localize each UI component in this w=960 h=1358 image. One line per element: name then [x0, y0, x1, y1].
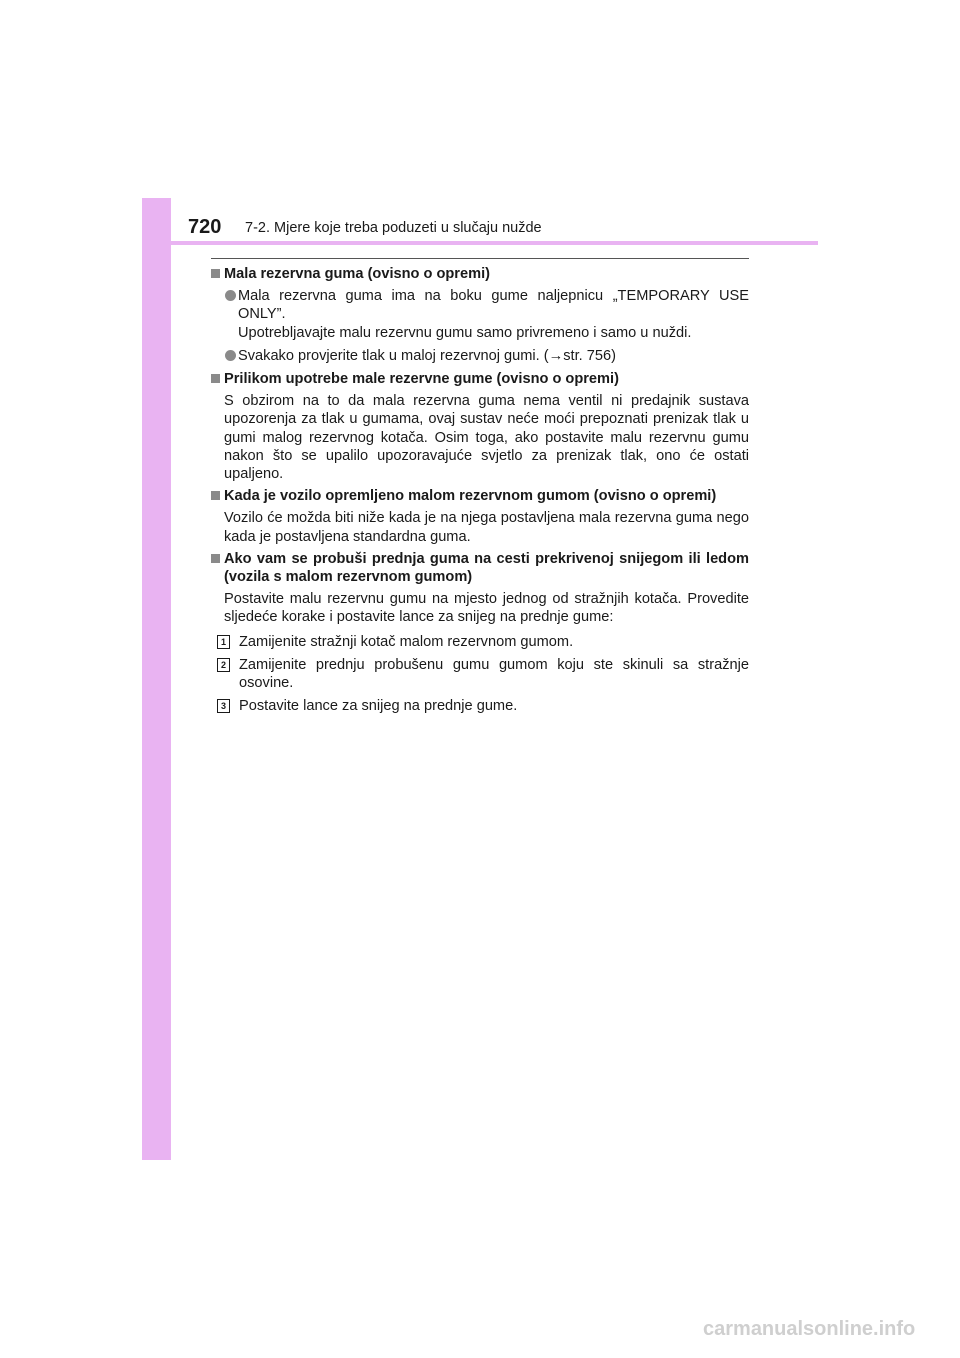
step-item — [211, 697, 749, 715]
square-bullet-icon — [211, 374, 220, 383]
item-paragraph: Vozilo će možda biti niže kada je na njega postavljena mala rezervna guma nego kada je postavljena standardna guma. — [224, 510, 749, 545]
bullet-text: Upotrebljavajte malu rezervnu gumu samo privremeno i samo u nuždi. — [238, 324, 692, 341]
step-number-badge: 2 — [217, 658, 230, 672]
step-item — [211, 656, 749, 692]
step-item — [211, 633, 749, 651]
square-bullet-icon — [211, 554, 220, 563]
page-content — [211, 265, 749, 720]
bullet-item — [211, 287, 749, 342]
chapter-side-band — [142, 198, 171, 1160]
item-heading-text: Mala rezervna guma (ovisno o opremi) — [224, 266, 490, 282]
step-text: Zamijenite stražnji kotač malom rezervnom gumom. — [239, 633, 574, 650]
bullet-item — [211, 347, 749, 365]
step-number-badge: 1 — [217, 635, 230, 649]
bullet-text: Svakako provjerite tlak u maloj rezervnoj gumi. (→str. 756) — [238, 347, 616, 364]
square-bullet-icon — [211, 269, 220, 278]
item-heading-text: Prilikom upotrebe male rezervne gume (ovisno o opremi) — [224, 371, 619, 388]
page-number: 720 — [188, 216, 222, 238]
item-heading-text: Ako vam se probuši prednja guma na cesti prekrivenoj snijegom ili ledom (vozila s malom rezervnom gumom) — [224, 550, 749, 586]
step-text: Zamijenite prednju probušenu gumu gumom koju ste skinuli sa stražnje osovine. — [239, 656, 749, 692]
header-rule — [142, 241, 818, 245]
item-paragraph: S obzirom na to da mala rezervna guma nema ventil ni predajnik sustava upozorenja za tlak u gumama, ovaj sustav neće moći prepoznati prenizak tlak u gumi malog rezervnog kotača. Osim toga, ako postavite malu rezervnu gumu nakon što se upalilo upozoravajuće svjetlo za prenizak tlak, ono će ostati upaljeno. — [224, 393, 749, 483]
section-title: 7-2. Mjere koje treba poduzeti u slučaju nužde — [245, 220, 542, 236]
item-paragraph: Postavite malu rezervnu gumu na mjesto jednog od stražnjih kotača. Provedite sljedeće korake i postavite lance za snijeg na prednje gume: — [224, 591, 749, 626]
content-divider — [211, 258, 749, 259]
step-number-badge: 3 — [217, 699, 230, 713]
round-bullet-icon — [225, 350, 236, 361]
step-text: Postavite lance za snijeg na prednje gume. — [239, 698, 518, 715]
round-bullet-icon — [225, 290, 236, 301]
item-heading — [211, 550, 749, 586]
watermark: carmanualsonline.info — [703, 1318, 916, 1340]
bullet-text: Mala rezervna guma ima na boku gume naljepnicu „TEMPORARY USE ONLY”. — [238, 288, 749, 323]
item-heading — [211, 265, 749, 283]
square-bullet-icon — [211, 491, 220, 500]
item-heading-text: Kada je vozilo opremljeno malom rezervnom gumom (ovisno o opremi) — [224, 488, 717, 505]
item-heading — [211, 487, 749, 505]
item-heading — [211, 370, 749, 388]
